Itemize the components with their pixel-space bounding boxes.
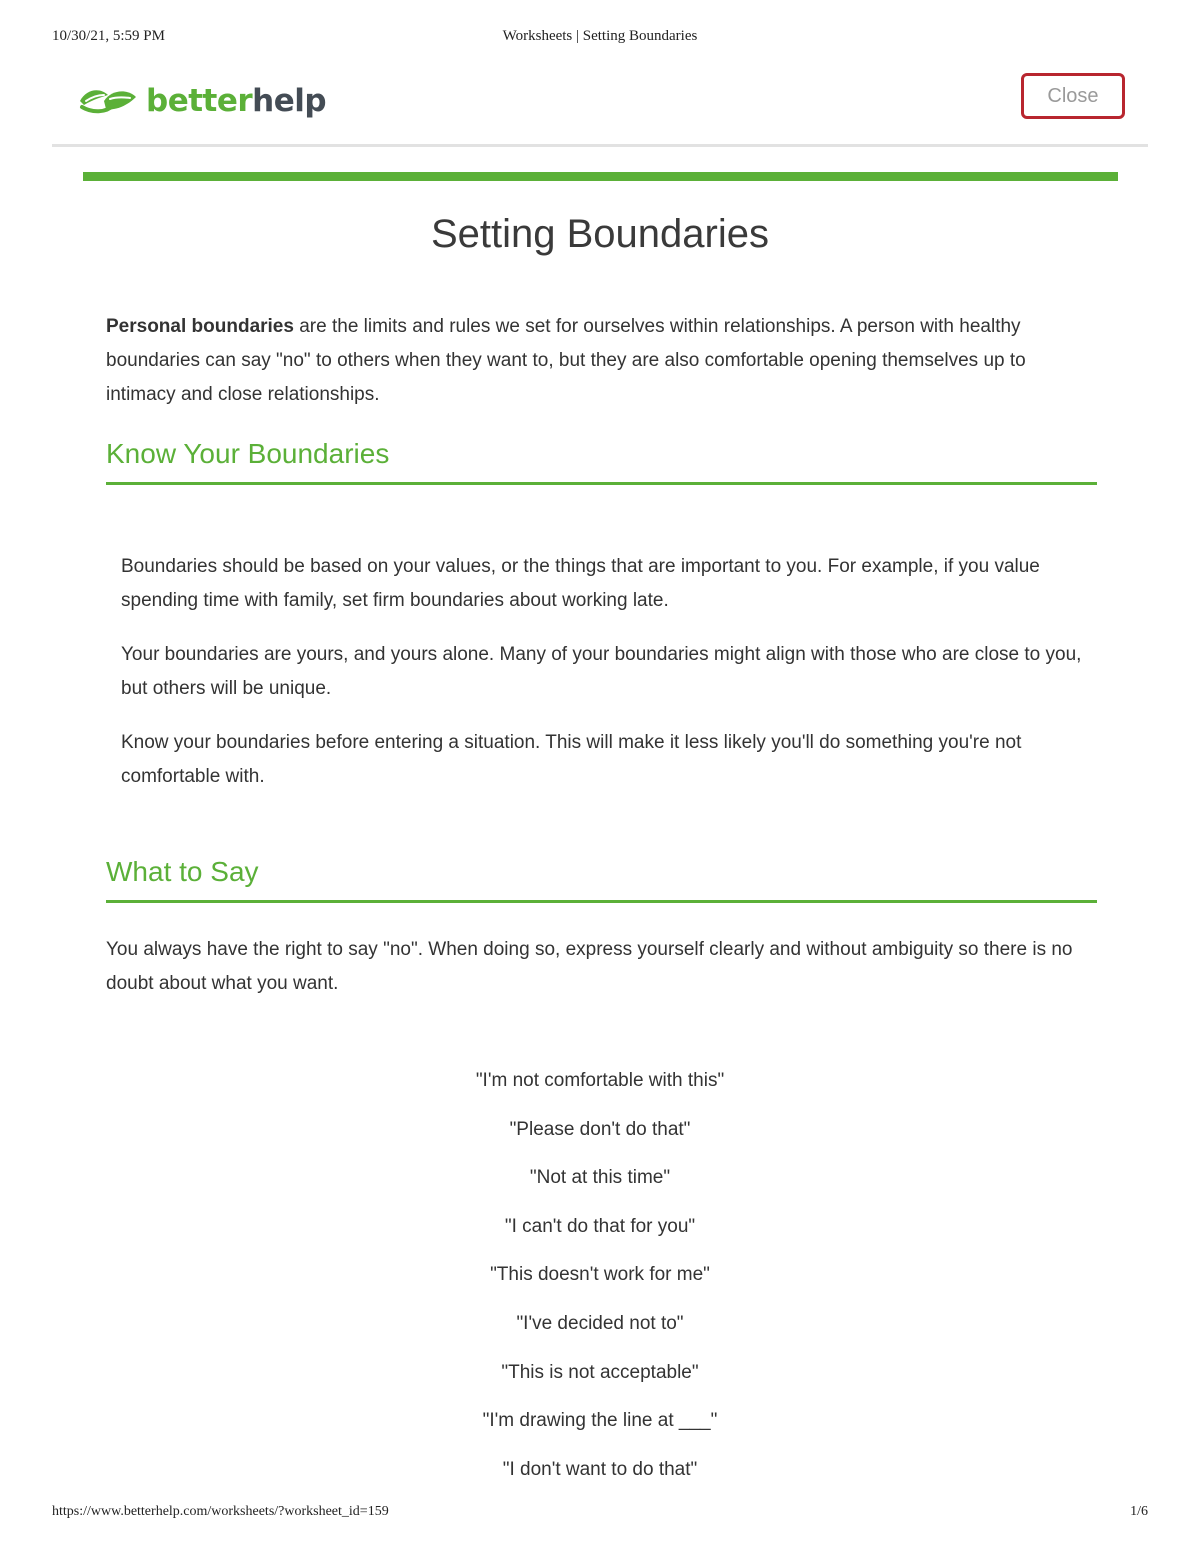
phrase-item: "This is not acceptable" <box>501 1361 699 1383</box>
print-date: 10/30/21, 5:59 PM <box>52 28 165 44</box>
what-to-say-intro: You always have the right to say "no". When doing so, express yourself clearly and without ambiguity so there is no doubt about what you want. <box>106 939 1073 994</box>
know-item: Boundaries should be based on your values, or the things that are important to you. For example, if you value spending time with family, set firm boundaries about working late. <box>121 556 1040 611</box>
site-header <box>52 70 1148 147</box>
print-footer <box>52 1504 1148 1524</box>
phrase-list <box>0 1064 1200 1501</box>
green-divider <box>83 172 1118 181</box>
phrase-item: "This doesn't work for me" <box>490 1264 710 1286</box>
know-boundaries-list <box>121 550 1091 814</box>
logo-text-help: help <box>252 83 327 119</box>
logo-leaf-icon <box>76 83 140 119</box>
betterhelp-logo[interactable] <box>76 78 326 124</box>
phrase-item: "I don't want to do that" <box>502 1458 698 1480</box>
know-item: Your boundaries are yours, and yours alone. Many of your boundaries might align with those who are close to you, but others will be unique. <box>121 644 1082 699</box>
heading-what-to-say: What to Say <box>106 854 1097 903</box>
phrase-item: "Not at this time" <box>529 1167 671 1189</box>
logo-text <box>146 78 326 124</box>
logo-text-better: better <box>146 83 253 119</box>
phrase-item: "I've decided not to" <box>516 1312 684 1334</box>
print-title: Worksheets | Setting Boundaries <box>502 28 698 44</box>
intro-text: are the limits and rules we set for ourselves within relationships. A person with healthy boundaries can say "no" to others when they want to, but they are also comfortable opening themselves up to intimacy and close relationships. <box>106 316 1026 405</box>
close-button[interactable]: Close <box>1021 73 1125 119</box>
page-title: Setting Boundaries <box>430 212 769 256</box>
intro-bold: Personal boundaries <box>106 316 294 337</box>
page-number: 1/6 <box>1130 1504 1148 1519</box>
heading-know-your-boundaries: Know Your Boundaries <box>106 436 1097 485</box>
phrase-item: "I'm not comfortable with this" <box>475 1070 725 1091</box>
phrase-item: "I'm drawing the line at ___" <box>482 1410 718 1432</box>
phrase-item: "I can't do that for you" <box>504 1215 696 1237</box>
intro-paragraph <box>106 310 1098 412</box>
know-item: Know your boundaries before entering a situation. This will make it less likely you'll do something you're not comfortable with. <box>121 732 1022 787</box>
print-header <box>52 28 1148 48</box>
print-url: https://www.betterhelp.com/worksheets/?worksheet_id=159 <box>52 1504 389 1519</box>
phrase-item: "Please don't do that" <box>509 1118 691 1140</box>
